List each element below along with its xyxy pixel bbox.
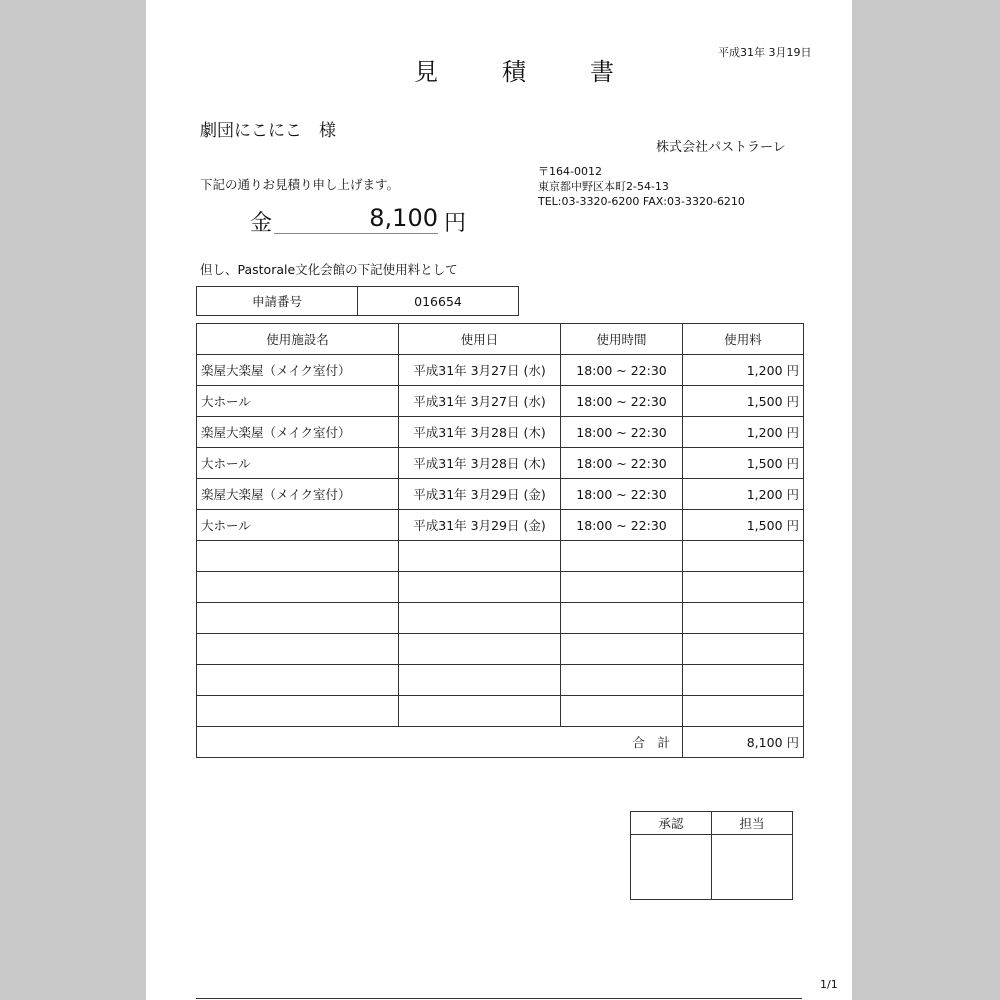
date-cell: 平成31年 3月27日 (水) bbox=[399, 386, 561, 417]
approval-header: 承認 bbox=[631, 812, 712, 835]
empty-row bbox=[197, 541, 804, 572]
facility-cell: 大ホール bbox=[197, 386, 399, 417]
table-header-row bbox=[197, 324, 804, 355]
approval-stamp-area bbox=[631, 835, 712, 900]
issue-date: 平成31年 3月19日 bbox=[718, 46, 812, 59]
title-char: 積 bbox=[502, 58, 526, 86]
person-in-charge-header: 担当 bbox=[712, 812, 793, 835]
table-row bbox=[197, 355, 804, 386]
header-date: 使用日 bbox=[399, 324, 561, 355]
table-row bbox=[197, 417, 804, 448]
header-time: 使用時間 bbox=[561, 324, 683, 355]
fee-cell: 1,200 円 bbox=[683, 355, 804, 386]
issuer-postal: 〒164-0012 bbox=[538, 165, 602, 178]
amount-unit: 円 bbox=[444, 211, 467, 236]
empty-row bbox=[197, 572, 804, 603]
table-row bbox=[197, 510, 804, 541]
application-number-label: 申請番号 bbox=[197, 287, 358, 316]
empty-row bbox=[197, 665, 804, 696]
amount-label: 金 bbox=[250, 211, 273, 236]
time-cell: 18:00 ~ 22:30 bbox=[561, 448, 683, 479]
issuer-phone-fax: TEL:03-3320-6200 FAX:03-3320-6210 bbox=[538, 195, 745, 208]
application-number-value: 016654 bbox=[358, 287, 519, 316]
date-cell: 平成31年 3月28日 (木) bbox=[399, 417, 561, 448]
title-char: 書 bbox=[590, 58, 614, 86]
date-cell: 平成31年 3月29日 (金) bbox=[399, 510, 561, 541]
table-row bbox=[197, 386, 804, 417]
empty-row bbox=[197, 696, 804, 727]
date-cell: 平成31年 3月27日 (水) bbox=[399, 355, 561, 386]
header-facility: 使用施設名 bbox=[197, 324, 399, 355]
time-cell: 18:00 ~ 22:30 bbox=[561, 479, 683, 510]
recipient-name: 劇団にこにこ 様 bbox=[200, 121, 336, 141]
header-fee: 使用料 bbox=[683, 324, 804, 355]
fee-cell: 1,500 円 bbox=[683, 386, 804, 417]
title-char: 見 bbox=[414, 58, 438, 86]
empty-row bbox=[197, 603, 804, 634]
usage-fee-table bbox=[196, 323, 804, 758]
date-cell: 平成31年 3月29日 (金) bbox=[399, 479, 561, 510]
issuer-company: 株式会社パストラーレ bbox=[656, 140, 786, 155]
date-cell: 平成31年 3月28日 (木) bbox=[399, 448, 561, 479]
table-row bbox=[197, 479, 804, 510]
facility-cell: 大ホール bbox=[197, 510, 399, 541]
total-label: 合 計 bbox=[197, 727, 683, 758]
usage-note: 但し、Pastorale文化会館の下記使用料として bbox=[200, 262, 458, 277]
fee-cell: 1,200 円 bbox=[683, 479, 804, 510]
page-number: 1/1 bbox=[820, 978, 838, 991]
fee-cell: 1,200 円 bbox=[683, 417, 804, 448]
fee-cell: 1,500 円 bbox=[683, 510, 804, 541]
time-cell: 18:00 ~ 22:30 bbox=[561, 386, 683, 417]
issuer-address-block bbox=[538, 164, 745, 209]
intro-text: 下記の通りお見積り申し上げます。 bbox=[200, 177, 400, 192]
facility-cell: 楽屋大楽屋（メイク室付） bbox=[197, 355, 399, 386]
document-title bbox=[414, 52, 678, 87]
facility-cell: 大ホール bbox=[197, 448, 399, 479]
document-page bbox=[146, 0, 852, 1000]
facility-cell: 楽屋大楽屋（メイク室付） bbox=[197, 417, 399, 448]
time-cell: 18:00 ~ 22:30 bbox=[561, 355, 683, 386]
issuer-address: 東京都中野区本町2-54-13 bbox=[538, 180, 669, 193]
amount-underline bbox=[274, 233, 438, 234]
person-in-charge-stamp-area bbox=[712, 835, 793, 900]
total-row bbox=[197, 727, 804, 758]
empty-row bbox=[197, 634, 804, 665]
footer-divider bbox=[196, 998, 802, 999]
total-value: 8,100 円 bbox=[683, 727, 804, 758]
time-cell: 18:00 ~ 22:30 bbox=[561, 510, 683, 541]
application-number-table bbox=[196, 286, 519, 316]
table-row bbox=[197, 448, 804, 479]
approval-stamp-box bbox=[630, 811, 793, 900]
facility-cell: 楽屋大楽屋（メイク室付） bbox=[197, 479, 399, 510]
fee-cell: 1,500 円 bbox=[683, 448, 804, 479]
time-cell: 18:00 ~ 22:30 bbox=[561, 417, 683, 448]
amount-value: 8,100 bbox=[369, 204, 438, 232]
